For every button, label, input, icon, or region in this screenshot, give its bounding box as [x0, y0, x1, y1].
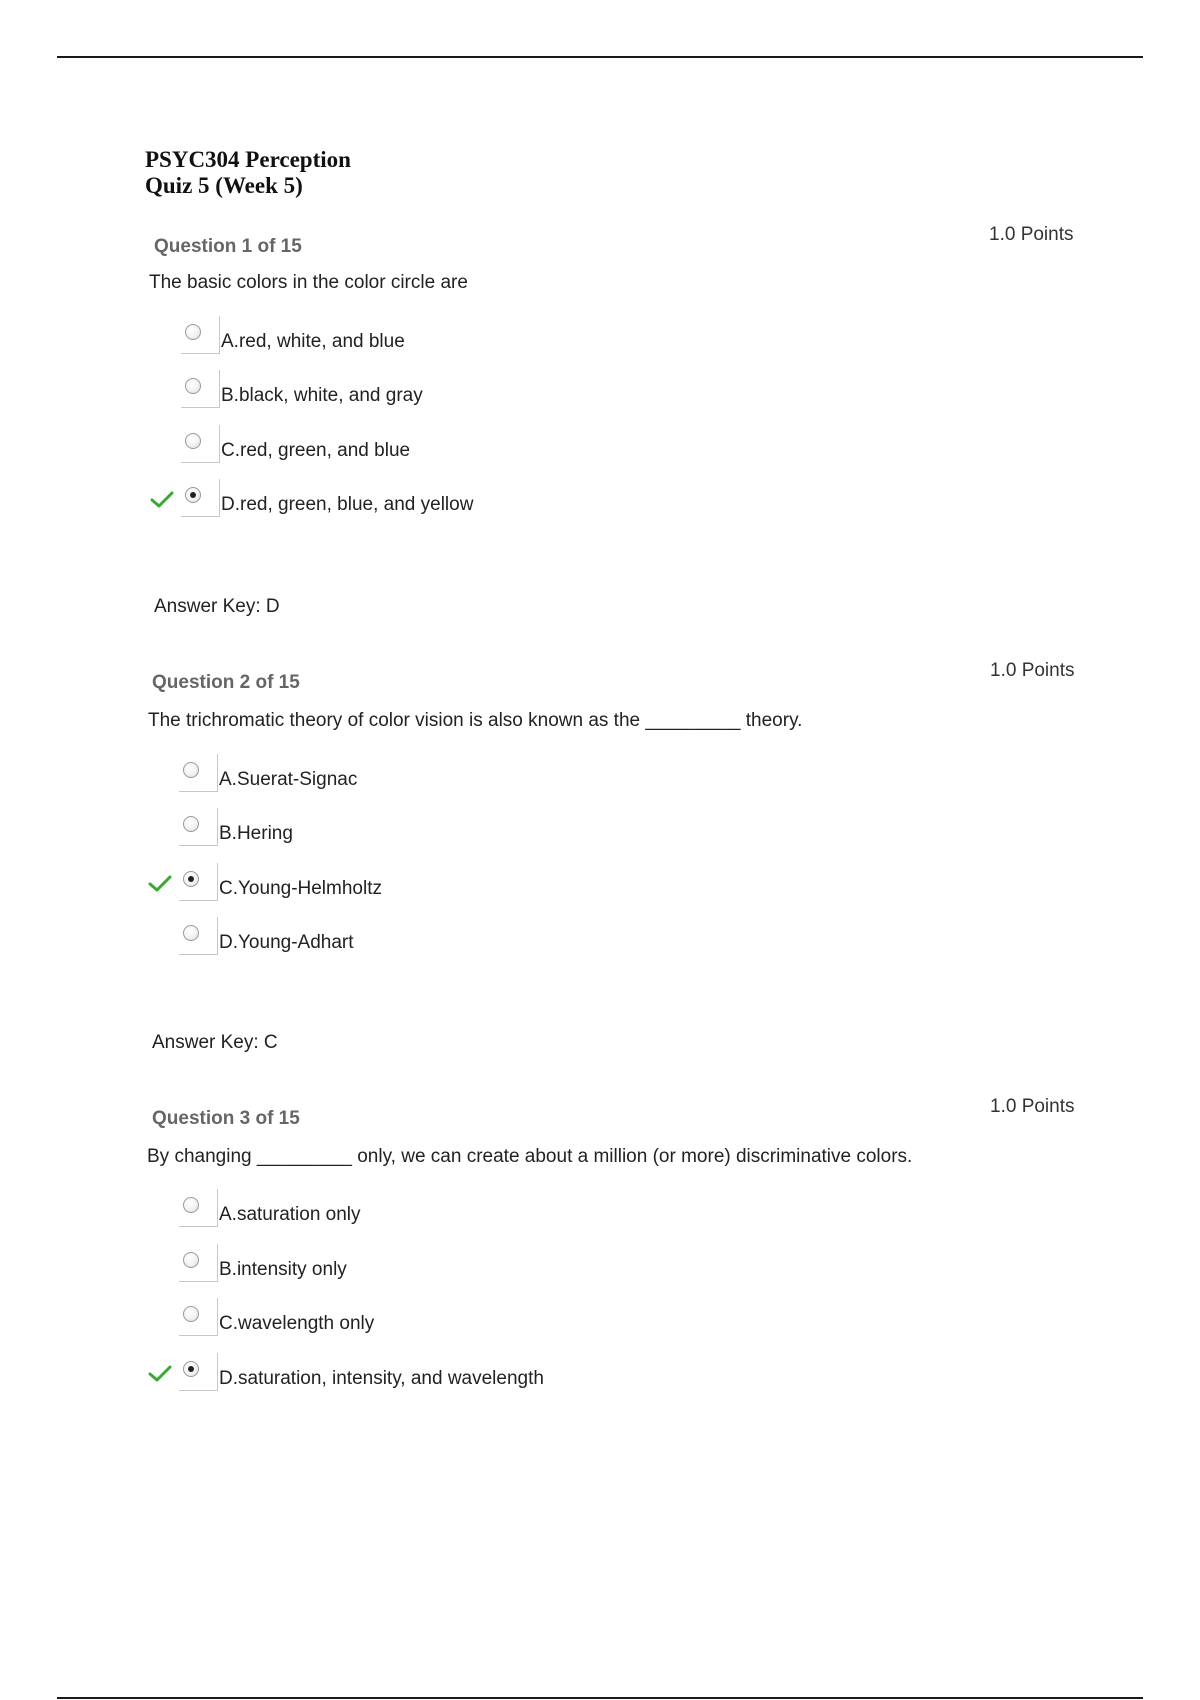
course-title: PSYC304 Perception: [145, 147, 351, 172]
cell-border: [181, 462, 219, 463]
question-text: The trichromatic theory of color vision is also known as the _________ theory.: [148, 710, 803, 731]
question-points: 1.0 Points: [990, 660, 1075, 681]
radio-button-selected[interactable]: [183, 871, 199, 887]
option-a[interactable]: [150, 316, 850, 356]
question-points: 1.0 Points: [990, 1096, 1075, 1117]
question-header: Question 2 of 15: [152, 672, 300, 693]
option-b[interactable]: [148, 808, 848, 848]
option-c[interactable]: [148, 1298, 848, 1338]
radio-button-selected[interactable]: [183, 1361, 199, 1377]
cell-border: [217, 1189, 218, 1227]
option-label: D.Young-Adhart: [219, 932, 354, 953]
radio-button[interactable]: [183, 1252, 199, 1268]
question-points: 1.0 Points: [989, 224, 1074, 245]
cell-border: [217, 1298, 218, 1336]
cell-border: [219, 370, 220, 408]
top-rule: [57, 56, 1143, 58]
option-label: A.saturation only: [219, 1204, 361, 1225]
cell-border: [179, 900, 217, 901]
check-mark-icon: [148, 875, 172, 893]
answer-key-1: Answer Key: D: [154, 596, 280, 617]
radio-button-selected[interactable]: [185, 487, 201, 503]
option-label: B.black, white, and gray: [221, 385, 423, 406]
cell-border: [179, 1390, 217, 1391]
cell-border: [219, 316, 220, 354]
cell-border: [179, 954, 217, 955]
radio-button[interactable]: [185, 324, 201, 340]
cell-border: [217, 754, 218, 792]
option-label: A.red, white, and blue: [221, 331, 405, 352]
cell-border: [219, 479, 220, 517]
cell-border: [181, 353, 219, 354]
quiz-title: Quiz 5 (Week 5): [145, 173, 303, 198]
radio-button[interactable]: [183, 925, 199, 941]
cell-border: [179, 845, 217, 846]
radio-button[interactable]: [183, 762, 199, 778]
option-label: B.Hering: [219, 823, 293, 844]
question-text: The basic colors in the color circle are: [149, 272, 468, 293]
bottom-rule: [57, 1697, 1143, 1699]
cell-border: [217, 1244, 218, 1282]
cell-border: [179, 1281, 217, 1282]
radio-button[interactable]: [185, 433, 201, 449]
question-text: By changing _________ only, we can create about a million (or more) discriminative colors.: [147, 1146, 913, 1167]
option-label: D.saturation, intensity, and wavelength: [219, 1368, 544, 1389]
cell-border: [217, 917, 218, 955]
option-label: C.Young-Helmholtz: [219, 878, 382, 899]
question-header: Question 3 of 15: [152, 1108, 300, 1129]
cell-border: [217, 808, 218, 846]
radio-button[interactable]: [183, 816, 199, 832]
option-label: C.wavelength only: [219, 1313, 375, 1334]
cell-border: [181, 516, 219, 517]
option-d[interactable]: [150, 479, 850, 519]
cell-border: [179, 1335, 217, 1336]
option-label: C.red, green, and blue: [221, 440, 411, 461]
option-label: B.intensity only: [219, 1259, 347, 1280]
option-b[interactable]: [148, 1244, 848, 1284]
cell-border: [217, 1353, 218, 1391]
cell-border: [217, 863, 218, 901]
radio-button[interactable]: [185, 378, 201, 394]
cell-border: [179, 1226, 217, 1227]
check-mark-icon: [148, 1365, 172, 1383]
radio-button[interactable]: [183, 1197, 199, 1213]
option-label: A.Suerat-Signac: [219, 769, 358, 790]
option-b[interactable]: [150, 370, 850, 410]
answer-key-2: Answer Key: C: [152, 1032, 278, 1053]
option-a[interactable]: [148, 754, 848, 794]
option-label: D.red, green, blue, and yellow: [221, 494, 474, 515]
option-d[interactable]: [148, 1353, 848, 1393]
option-c[interactable]: [148, 863, 848, 903]
document-title: [145, 147, 351, 199]
radio-button[interactable]: [183, 1306, 199, 1322]
check-mark-icon: [150, 491, 174, 509]
cell-border: [181, 407, 219, 408]
cell-border: [179, 791, 217, 792]
question-header: Question 1 of 15: [154, 236, 302, 257]
cell-border: [219, 425, 220, 463]
option-d[interactable]: [148, 917, 848, 957]
option-c[interactable]: [150, 425, 850, 465]
option-a[interactable]: [148, 1189, 848, 1229]
